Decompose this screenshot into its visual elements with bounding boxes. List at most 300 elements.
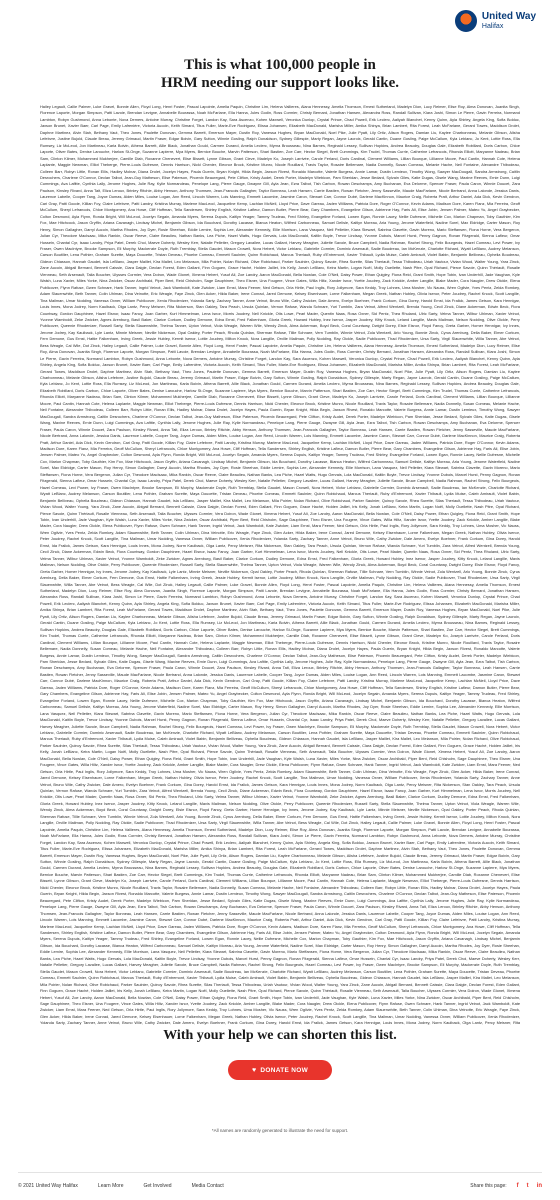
name-entry: Declan Forest	[386, 742, 411, 748]
name-entry: Rosie Sheehan	[230, 465, 258, 471]
name-entry: Kristina Murray	[238, 439, 265, 445]
name-entry: Hilda Begin	[241, 168, 262, 174]
name-entry: Vic Nauss	[268, 1007, 287, 1013]
name-entry: Molly Ouellette	[445, 504, 472, 510]
name-entry: Ingrid Veinot	[458, 1000, 481, 1006]
name-entry: Eddie Lemire	[260, 465, 284, 471]
name-entry: Della Baker	[252, 813, 274, 819]
name-entry: Piper Bent	[154, 278, 174, 284]
name-entry: Jaden Williams	[326, 200, 353, 206]
name-entry: Pearl Mader	[75, 794, 97, 800]
name-entry: Sawyer MacDougall	[272, 891, 308, 897]
media-contact-link[interactable]: Media Contact	[191, 1183, 224, 1189]
name-entry: Louis Innes	[307, 781, 328, 787]
name-entry: Olive Oickle	[87, 562, 109, 568]
name-entry: Bonnie Allen	[437, 820, 460, 826]
name-entry: Uriah Vautour	[424, 258, 448, 264]
name-entry: Timothy Wong	[478, 407, 505, 413]
name-entry: Bryan Knight	[284, 407, 307, 413]
twitter-icon[interactable]: t	[526, 1183, 529, 1189]
name-entry: Mavis Mailman	[40, 555, 520, 568]
name-entry: Mason Crowell	[457, 723, 484, 729]
get-involved-link[interactable]: Get Involved	[143, 1183, 172, 1189]
name-entry: Marcel Hurst	[235, 955, 259, 961]
name-entry: Angela King	[472, 116, 494, 122]
name-entry: Basil Baker	[131, 316, 152, 322]
name-entry: Catherine Lefrancois	[482, 387, 519, 393]
name-entry: Queenie Rhodenizer	[315, 800, 352, 806]
name-entry: Alfred Wentzell	[161, 788, 189, 794]
name-entry: Helena Vallieres	[270, 104, 299, 109]
name-entry: Juliette Savoie	[320, 239, 347, 245]
name-entry: Umar Nodding	[326, 775, 353, 781]
name-entry: Maya Doucette	[448, 968, 476, 974]
name-entry: Helena Laplante	[101, 400, 131, 406]
name-entry: Vince Gates	[121, 1000, 143, 1006]
name-entry: Kara Hennigar	[279, 781, 305, 787]
name-entry: Alexandre Thibodeau	[481, 162, 519, 168]
name-entry: Irene Conrad	[240, 291, 264, 297]
name-entry: Paula Guerin	[370, 646, 395, 652]
name-entry: Kenny Quinn	[109, 600, 132, 606]
name-entry: Beth Tanner	[399, 1007, 421, 1013]
name-entry: Doris Cardinal	[415, 394, 441, 400]
name-entry: Joy Dyer	[474, 942, 490, 948]
name-entry: Anna Lebonte	[254, 594, 280, 600]
name-entry: Russell Sarty	[99, 323, 123, 329]
name-entry: Kristine Lafleur	[444, 684, 471, 690]
name-entry: Inez Isenor	[95, 800, 115, 806]
name-entry: Lena Isnor	[201, 310, 221, 316]
name-entry: Sheryl Lefrancois	[398, 923, 429, 929]
name-entry: Brinley Ritchie	[316, 665, 343, 671]
name-entry: Ronan Fitzgerald	[198, 717, 229, 723]
name-entry: Isla LeBlanc	[422, 975, 444, 981]
name-entry: Parker Saulnier	[120, 981, 148, 987]
name-entry: Gus Ernst	[66, 336, 85, 342]
name-entry: Henri Foster	[225, 342, 248, 348]
name-entry: Thelma Tanner	[159, 323, 187, 329]
learn-more-link[interactable]: Learn More	[97, 1183, 124, 1189]
name-entry: Maggie Newman	[388, 878, 418, 884]
name-entry: Dale Amero	[172, 1020, 194, 1026]
name-entry: Ulric Sarty	[195, 794, 214, 800]
name-entry: Aaliyah Blanchet	[455, 355, 485, 361]
name-entry: Wilfred Carbonneau	[140, 942, 176, 948]
name-entry: Samuel Delisle	[321, 220, 349, 226]
name-entry: Gisele Wang	[40, 413, 520, 426]
name-entry: Sofia Bolduc	[341, 839, 364, 845]
name-entry: Bryan MacDonald	[137, 852, 169, 858]
name-entry: Nathan Banks	[40, 949, 520, 961]
name-entry: Elizabeth MacDonald	[454, 600, 492, 606]
name-entry: Caleb Amirault	[399, 252, 425, 258]
name-entry: Ethan Quigley	[200, 994, 225, 1000]
name-entry: Kira Mallet	[473, 975, 492, 981]
name-entry: Porter Peach	[274, 568, 297, 574]
name-entry: Dustin Lemieux	[379, 168, 407, 174]
name-entry: Bianca Heaton	[329, 458, 356, 464]
name-entry: Lottie Joudrey	[267, 575, 293, 581]
name-entry: Jaxson Brunet	[102, 362, 128, 368]
name-entry: Dina Veinotte	[379, 768, 403, 774]
name-entry: Xavier Baer	[233, 600, 255, 606]
name-entry: Clarice Corkum	[408, 794, 436, 800]
name-entry: Jerome Jodrey	[114, 568, 141, 574]
name-entry: Ezra Talbot	[291, 181, 311, 187]
name-entry: Jasper Joudrey	[345, 316, 373, 322]
name-entry: Kiara Stewart	[202, 949, 227, 955]
name-entry: Randall Sullivan	[392, 110, 421, 116]
name-entry: Gary Sutton	[193, 136, 215, 142]
name-entry: Kira Mallet	[223, 497, 243, 503]
name-entry: Grace Haché	[65, 988, 89, 994]
name-entry: Owen MacIntyre	[376, 962, 405, 968]
name-entry: Sherman Rafuse	[327, 568, 358, 574]
name-entry: Lucas Gallant	[319, 478, 345, 484]
name-entry: Julie Pyatt	[415, 368, 435, 374]
name-entry: Madison Dore	[436, 200, 461, 206]
name-entry: Yvette Joudrey	[428, 517, 455, 522]
name-entry: Scott Langille	[342, 1013, 367, 1019]
name-entry: Amelia Leclerc	[402, 620, 429, 626]
name-entry: Milton Knock	[295, 575, 318, 581]
name-entry: Phoenix Beauregard	[40, 891, 520, 903]
name-entry: Jo Kent	[153, 620, 168, 626]
name-entry: Sara Keddy	[196, 1007, 217, 1013]
name-entry: Eleonor Brock	[290, 400, 316, 406]
name-entry: Rita Forest	[255, 846, 276, 852]
name-entry: Orla Hirtle	[126, 1007, 144, 1013]
name-entry: Jaden Williams	[183, 923, 210, 929]
name-entry: Marion Chapman	[186, 697, 218, 703]
name-entry: Charlene O'Connor	[378, 891, 412, 897]
name-entry: Eleonor Brock	[393, 639, 420, 645]
name-entry: Ross Cormier	[336, 349, 361, 355]
name-entry: Killian Foy	[418, 917, 437, 923]
name-entry: Ian McKenzie	[401, 245, 426, 251]
name-entry: Roxanne Chenevert	[473, 871, 509, 877]
name-entry: Jean-Guy Matheson	[440, 891, 476, 897]
name-entry: Lorne Falkenham	[329, 291, 361, 297]
name-entry: Henri Foster	[484, 820, 506, 826]
name-entry: Rhea Surette	[409, 497, 433, 503]
name-entry: Maddison Drolet	[175, 607, 205, 613]
name-entry: Hugo Gervais	[97, 955, 122, 961]
name-entry: Jon Martineau	[402, 859, 428, 865]
name-entry: Rhoda Quinlan	[492, 807, 519, 813]
name-entry: Holden Jaillet	[253, 265, 278, 271]
name-entry: Kaitlyn Moreau	[423, 458, 450, 464]
name-entry: Olive Robichaud	[89, 981, 119, 987]
name-entry: Cal Wile	[65, 342, 81, 348]
name-entry: Ralph Donaldson	[83, 859, 114, 865]
name-entry: Hannah Gaudet	[142, 497, 171, 503]
name-entry: Evangeline Forland	[311, 213, 346, 219]
name-entry: Cooper Tang	[401, 910, 424, 916]
name-entry: Ava Lafitte	[249, 658, 268, 664]
name-entry: Patti Lavoie	[104, 110, 125, 116]
name-entry: Simon Gallagher	[387, 942, 417, 948]
name-entry: Ida Bouchard	[54, 942, 79, 948]
name-entry: Elliot Theberge	[164, 400, 192, 406]
name-entry: Madelyn Ko	[426, 633, 448, 639]
name-entry: Elmer Corkum	[275, 813, 301, 819]
name-entry: Xenia Rhodenizer	[487, 1013, 519, 1019]
name-entry: Pete Clifton	[63, 897, 85, 903]
name-entry: Kiara Stewart	[351, 226, 376, 232]
name-entry: Damon Butler	[118, 930, 142, 935]
name-entry: Louis Innes	[128, 542, 149, 548]
facebook-icon[interactable]: f	[516, 1183, 519, 1189]
name-entry: Hailey Legault	[102, 342, 128, 348]
name-entry: Megan Greek	[441, 529, 466, 535]
name-entry: Daphne Martinez	[40, 129, 71, 135]
name-entry: Hazel Watts	[460, 710, 482, 716]
name-entry: Diane Ackerman	[239, 788, 269, 794]
name-entry: Hannah Cote	[481, 155, 505, 161]
name-entry: Iris Kelly	[117, 988, 132, 994]
name-entry: Emily Lafrenière	[111, 123, 140, 129]
name-entry: Noah McFarlane	[350, 587, 381, 593]
name-entry: Morgan Simpson	[135, 349, 166, 355]
name-entry: Dina Veinotte	[449, 1007, 474, 1013]
name-entry: Kiara Joshi	[486, 349, 507, 355]
name-entry: Maddison Drolet	[68, 368, 98, 374]
name-entry: Bennett Caissie	[414, 981, 443, 987]
name-entry: Yves Pentz	[471, 284, 492, 290]
name-entry: Zara Veinot	[442, 542, 463, 548]
name-entry: Nora Langille	[40, 813, 520, 826]
name-entry: Antoine Murray	[309, 594, 337, 600]
name-entry: Christy Bernard	[457, 587, 485, 593]
name-entry: Carmen Durand	[210, 142, 239, 148]
name-entry: Gisele Wang	[435, 174, 458, 180]
name-entry: Alison Rogers	[456, 368, 482, 374]
name-entry: Vern Tumblin	[314, 329, 339, 335]
name-entry: Victor Leblanc	[335, 484, 361, 490]
name-entry: Jaxson Brunet	[40, 123, 66, 129]
name-entry: Paul Cantin	[53, 400, 74, 406]
name-entry: Kiara Stewart	[424, 465, 449, 471]
name-entry: Ethan Quigley	[364, 271, 390, 277]
name-entry: Sherman Rafuse	[40, 813, 70, 819]
name-entry: Blake Mader	[272, 1000, 295, 1006]
name-entry: Jonah LeBlanc	[298, 265, 325, 271]
name-entry: Brenda Young	[190, 788, 216, 794]
name-entry: Rosie Sheehan	[158, 226, 186, 232]
name-entry: Sadie Publicover	[355, 336, 386, 342]
name-entry: Gus Ernst	[136, 575, 155, 581]
name-entry: Cole O'Neil	[318, 271, 339, 277]
name-entry: Hannah Cote	[173, 639, 198, 645]
name-entry: Reginald Lessey	[327, 142, 357, 148]
name-entry: Mia Ferreira	[486, 200, 509, 206]
name-entry: Paulette Donovan	[471, 846, 504, 852]
name-entry: Patricia Dore	[84, 684, 108, 690]
name-entry: Diane Ackerman	[61, 549, 91, 555]
name-entry: Sophia Lee	[286, 465, 307, 471]
name-entry: Ursula Quinlan	[242, 304, 269, 310]
name-entry: Maeve Doherty	[378, 717, 406, 723]
name-entry: Nathan Banks	[410, 710, 437, 716]
name-entry: Hattie Falkenham	[156, 575, 188, 581]
name-entry: Natalie Pelletier	[258, 478, 286, 484]
name-entry: Pierre Gauge	[296, 420, 321, 426]
name-entry: Ronaldo Marcotte	[473, 646, 506, 652]
name-entry: Lowen Egan	[201, 936, 225, 942]
name-entry: Stella Gaudet	[256, 484, 281, 490]
name-entry: Rachel Strong	[464, 478, 490, 484]
name-entry: Theo Jones	[448, 846, 470, 852]
name-entry: Marcus Theriault	[347, 491, 378, 497]
name-entry: Ruby d'Entremont	[71, 736, 103, 742]
name-entry: Cole O'Neil	[391, 510, 412, 516]
name-entry: Quincy Savoie	[150, 981, 176, 987]
name-entry: Ernie Dunn	[82, 420, 103, 426]
name-entry: Eva Delorme	[403, 181, 427, 187]
name-entry: Lena Pothier	[133, 491, 156, 497]
name-entry: Charlotte Richard	[488, 484, 519, 490]
name-entry: Maurice Craig	[114, 678, 140, 684]
name-entry: Reid Chisholm	[250, 517, 277, 522]
name-entry: Brian Sam	[193, 633, 213, 639]
name-entry: Uriah Vautour	[494, 497, 519, 503]
name-entry: Nicole Bertrand	[438, 187, 466, 193]
name-entry: Hank Tanner	[364, 762, 387, 768]
name-entry: Nellie Dufresne	[476, 452, 504, 458]
name-entry: Quinn Thériault	[310, 988, 338, 994]
name-entry: Aria Young	[234, 942, 254, 948]
name-entry: Paul Cantin	[150, 639, 172, 645]
name-entry: Jerome Waterfield	[473, 458, 506, 464]
name-entry: Sage Dauphinee	[204, 278, 234, 284]
name-entry: Edwin Beck	[271, 788, 292, 794]
name-entry: Paula Guerin	[40, 884, 520, 897]
name-entry: Yolanda Sarty	[453, 775, 479, 781]
name-entry: Simon Gallagher	[52, 226, 82, 232]
name-entry: Simon Gallagher	[275, 704, 305, 710]
name-entry: Hadley Molnar	[288, 646, 314, 652]
united-way-logo[interactable]	[455, 10, 536, 32]
name-entry: Jules Godin	[405, 587, 428, 593]
name-entry: Elizabeth Robillard	[40, 387, 73, 393]
name-entry: Willa Hiltz	[80, 762, 98, 768]
name-entry: Ronnie Lacey	[450, 452, 474, 458]
name-entry: Zoe Landry	[237, 271, 258, 277]
name-entry: Jaden Williams	[410, 439, 438, 445]
name-entry: Zane Aucoin	[278, 742, 301, 748]
name-entry: Amelia Thomson	[172, 826, 202, 832]
name-entry: Karla Boivin	[268, 620, 290, 626]
name-entry: Gary Sutton	[40, 852, 520, 865]
name-entry: Anthony Thomsen	[371, 665, 404, 671]
name-entry: Jaxson Rivest	[101, 891, 127, 897]
name-entry: Amy Buchanan	[219, 904, 247, 910]
name-entry: Dwayne Gill	[322, 420, 345, 426]
name-entry: Rosaire Bellemare	[40, 639, 520, 652]
name-entry: Christine Lim	[244, 104, 268, 109]
name-entry: Marvin Patterson	[227, 149, 258, 155]
name-entry: Valerie Burgess	[393, 407, 422, 413]
name-entry: Lily Ortiz	[211, 852, 227, 858]
name-entry: Kaitlyn Moreau	[92, 704, 120, 710]
name-entry: Sophia Lee	[65, 949, 86, 955]
name-entry: Ida Fralick	[445, 297, 464, 303]
name-entry: Emerson Mayer	[272, 368, 301, 374]
name-entry: Ruby d'Entremont	[380, 491, 413, 497]
name-entry: Nora Hebert	[252, 245, 275, 251]
name-entry: Alexandra Ross	[40, 594, 69, 600]
name-entry: Carson Boutilier	[102, 491, 131, 497]
name-entry: Felix Bourgeois	[186, 723, 214, 729]
name-entry: Claire Lefebvre	[185, 439, 213, 445]
name-entry: Ada Dick	[326, 917, 343, 923]
name-entry: Patti Lavoie	[255, 587, 277, 593]
name-entry: Madison Dore	[40, 446, 65, 452]
name-entry: Viola Weagle	[214, 323, 238, 329]
name-entry: Paula Caron	[303, 904, 326, 910]
name-entry: Miles Yorke	[151, 517, 172, 522]
name-entry: Evangeline Gilson	[423, 446, 456, 452]
name-entry: Hazel Watts	[294, 471, 316, 477]
name-entry: Ned Getson	[102, 1007, 124, 1013]
name-entry: Eliza Leroux	[428, 904, 450, 910]
name-entry: Kaylee Charbonneau	[277, 852, 315, 858]
name-entry: Chloe Montgomery	[92, 207, 126, 213]
name-entry: Gavin Ferreira	[156, 594, 183, 600]
name-entry: Ellie Morrison	[345, 465, 370, 471]
name-entry: Edgar Boivin	[327, 613, 351, 619]
name-entry: Clement Williams	[57, 639, 89, 645]
name-entry: Scott Langille	[273, 775, 298, 781]
name-entry: Alexander Kennedy	[458, 704, 493, 710]
name-entry: Geoff McCullum	[114, 446, 143, 452]
name-entry: Luke Gravel	[93, 104, 115, 109]
name-entry: Sadie Boudreau	[430, 484, 460, 490]
name-entry: Silas Theriault	[435, 497, 461, 503]
name-entry: Kara Hennigar	[100, 542, 126, 548]
name-entry: Alexandre Thibodeau	[65, 407, 104, 413]
name-entry: Paul Inglis	[146, 1007, 165, 1013]
name-entry: Levi Power	[68, 484, 89, 490]
name-entry: Kitty Knock	[374, 316, 395, 322]
name-entry: Xavier Thibault	[346, 252, 373, 258]
name-entry: Mason Crowell	[66, 968, 93, 974]
name-entry: Nina Zwicker	[99, 278, 122, 284]
name-entry: Callie Palmer	[67, 104, 91, 109]
name-entry: Gregory Lavallee	[287, 478, 318, 484]
name-entry: Chantal Cyr	[114, 478, 136, 484]
name-entry: Luigi Cummings	[357, 897, 386, 903]
name-entry: Hazel Comeau	[464, 239, 491, 245]
name-entry: Floyd Long	[141, 104, 161, 109]
name-entry: Harvey Meagher	[129, 962, 159, 968]
name-entry: Marisha Miller	[388, 362, 413, 368]
name-entry: Ivy Fraser	[40, 239, 520, 251]
name-entry: Cecil Zinck	[217, 788, 238, 794]
name-entry: Bonnie Zinck	[197, 813, 221, 819]
name-entry: Bethany Vaut	[422, 846, 446, 852]
name-entry: Kara Hennigar	[354, 1020, 380, 1026]
donate-now-button[interactable]	[228, 1060, 332, 1080]
name-entry: Thomas Currie	[62, 633, 89, 639]
name-entry: Hannah Gaudet	[392, 975, 421, 981]
name-entry: Percy Meisner	[406, 781, 432, 787]
name-entry: Samuel Delisle	[63, 704, 91, 710]
linkedin-icon[interactable]: in	[536, 1183, 542, 1189]
name-entry: James Getson	[72, 542, 99, 548]
